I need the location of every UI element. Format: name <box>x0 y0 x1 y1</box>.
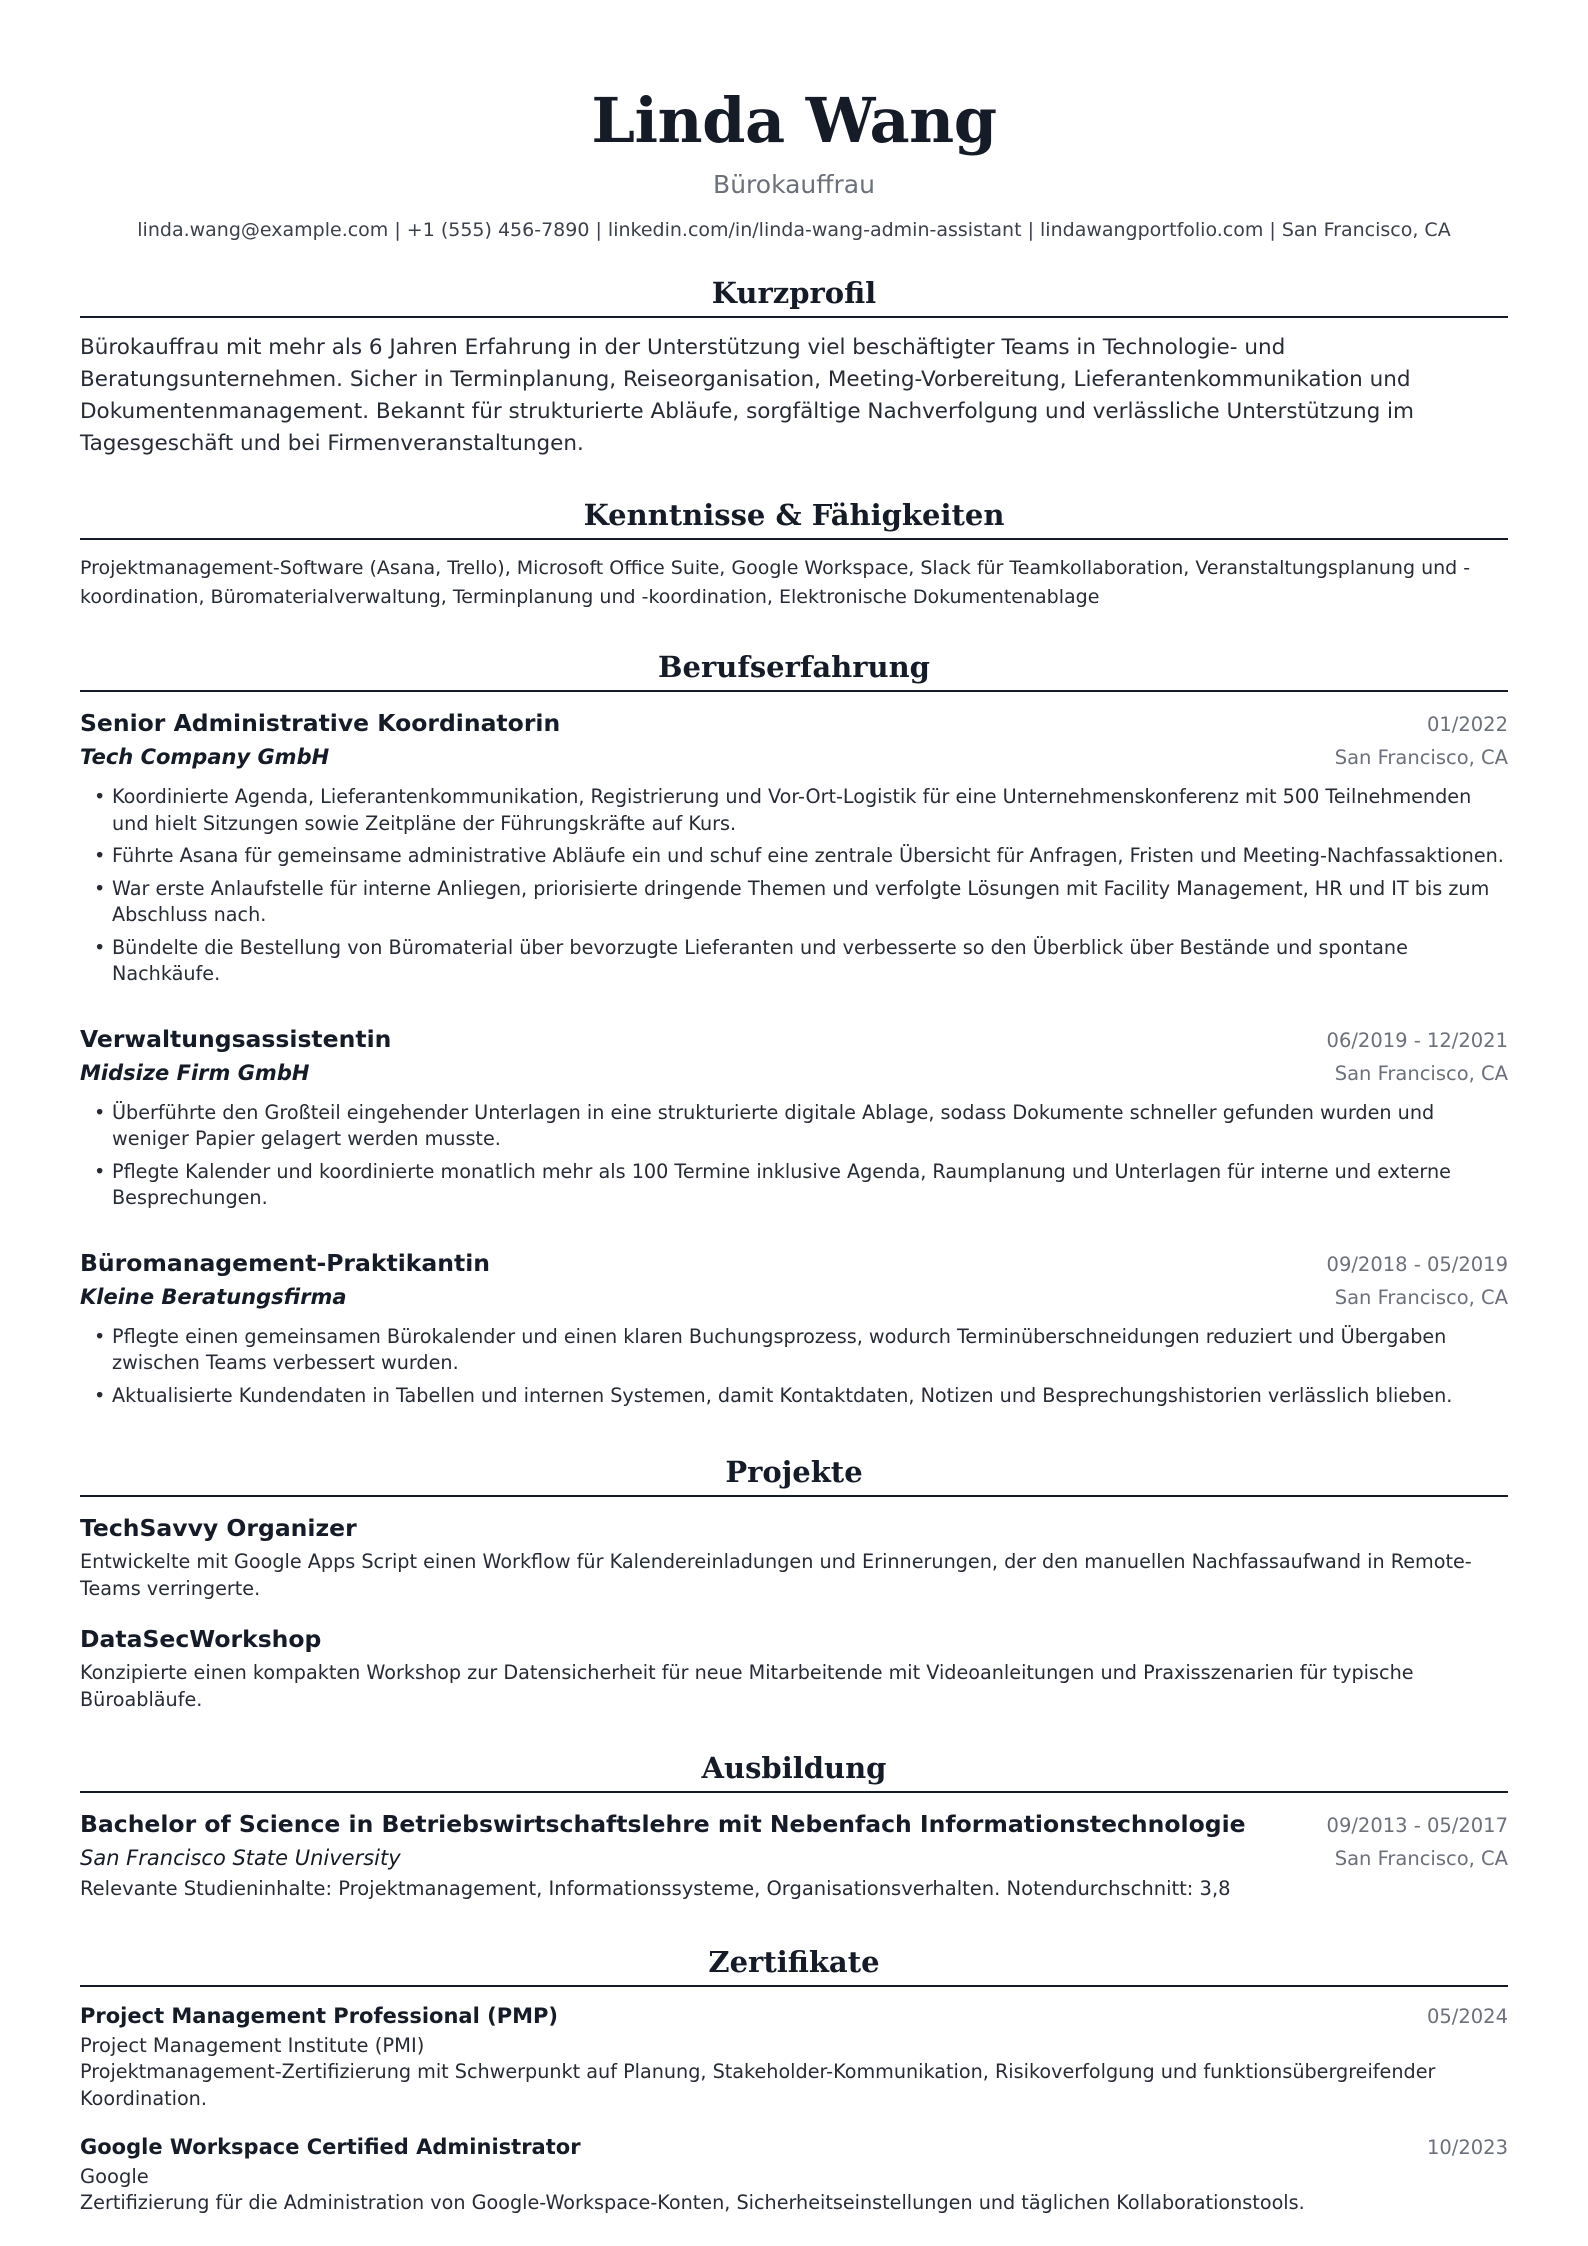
section-title-experience: Berufserfahrung <box>80 648 1508 692</box>
skills-text: Projektmanagement-Software (Asana, Trello), Microsoft Office Suite, Google Workspace, Slack für Teamkollaboration, Veranstaltungsplanung und -koordination, Büromaterialverwaltung, Terminplanung und -koordination, Elektronische Dokumentenablage <box>80 557 1471 608</box>
job-bullet: • War erste Anlaufstelle für interne Anliegen, priorisierte dringende Themen und verfolgte Lösungen mit Facility Management, HR und IT bis zum Abschluss nach. <box>112 876 1508 929</box>
summary-text: Bürokauffrau mit mehr als 6 Jahren Erfahrung in der Unterstützung viel beschäftigter Teams in Technologie- und Beratungsunternehmen. Sicher in Terminplanung, Reiseorganisation, Meeting-Vorbereitung, Lieferantenkommunikation und Dokumentenmanagement. Bekannt für strukturierte Abläufe, sorgfältige Nachverfolgung und verlässliche Unterstützung im Tagesgeschäft und bei Firmenveranstaltungen. <box>80 335 1414 456</box>
certification-issuer: Google <box>80 2165 149 2188</box>
certification-issuer: Project Management Institute (PMI) <box>80 2034 425 2057</box>
certification-date: 05/2024 <box>1426 2005 1508 2028</box>
project-entry <box>80 1622 1508 1713</box>
job-title: Verwaltungsassistentin <box>80 1024 392 1053</box>
education-degree: Bachelor of Science in Betriebswirtschaftslehre mit Nebenfach Informationstechnologie <box>80 1810 1246 1838</box>
project-entry <box>80 1511 1508 1602</box>
certification-name: Project Management Professional (PMP) <box>80 2004 558 2028</box>
candidate-role: Bürokauffrau <box>713 170 875 199</box>
project-name: TechSavvy Organizer <box>80 1514 357 1542</box>
job-bullets <box>80 1324 1508 1410</box>
job-location: San Francisco, CA <box>1334 1061 1508 1085</box>
education-details: Relevante Studieninhalte: Projektmanagement, Informationssysteme, Organisationsverhalten. Notendurchschnitt: 3,8 <box>80 1877 1231 1900</box>
education-location: San Francisco, CA <box>1334 1847 1508 1870</box>
certification-description: Zertifizierung für die Administration von Google-Workspace-Konten, Sicherheitseinstellungen und täglichen Kollaborationstools. <box>80 2191 1305 2214</box>
section-title-education: Ausbildung <box>80 1749 1508 1793</box>
section-title-certifications: Zertifikate <box>80 1943 1508 1987</box>
job-bullets <box>80 784 1508 988</box>
job-bullet: • Führte Asana für gemeinsame administrative Abläufe ein und schuf eine zentrale Übersicht für Anfragen, Fristen und Meeting-Nachfassaktionen. <box>112 843 1508 870</box>
job-bullet: • Bündelte die Bestellung von Büromaterial über bevorzugte Lieferanten und verbesserte so den Überblick über Bestände und spontane Nachkäufe. <box>112 935 1508 988</box>
certification-date: 10/2023 <box>1426 2136 1508 2159</box>
job-company: Midsize Firm GmbH <box>80 1060 310 1085</box>
job-date: 09/2018 - 05/2019 <box>1326 1252 1508 1276</box>
job-entry <box>80 706 1508 988</box>
project-description: Konzipierte einen kompakten Workshop zur Datensicherheit für neue Mitarbeitende mit Videoanleitungen und Praxisszenarien für typische Büroabläufe. <box>80 1661 1414 1711</box>
job-title: Senior Administrative Koordinatorin <box>80 709 561 737</box>
candidate-name: Linda Wang <box>591 84 997 157</box>
project-description: Entwickelte mit Google Apps Script einen Workflow für Kalendereinladungen und Erinnerungen, der den manuellen Nachfassaufwand in Remote-Teams verringerte. <box>80 1550 1472 1600</box>
job-date: 01/2022 <box>1426 713 1508 736</box>
job-entry <box>80 1246 1508 1410</box>
skills-section <box>80 496 1508 612</box>
job-location: San Francisco, CA <box>1334 746 1508 769</box>
job-company: Kleine Beratungsfirma <box>80 1284 347 1309</box>
certifications-section <box>80 1943 1508 2217</box>
job-company: Tech Company GmbH <box>80 745 330 769</box>
summary-section <box>80 274 1508 460</box>
education-section <box>80 1749 1508 1903</box>
section-title-skills: Kenntnisse & Fähigkeiten <box>80 496 1508 540</box>
job-entry <box>80 1022 1508 1212</box>
job-title: Büromanagement-Praktikantin <box>80 1248 491 1277</box>
job-location: San Francisco, CA <box>1334 1285 1508 1309</box>
education-school: San Francisco State University <box>80 1846 401 1870</box>
job-bullet: • Koordinierte Agenda, Lieferantenkommunikation, Registrierung und Vor-Ort-Logistik für eine Unternehmenskonferenz mit 500 Teilnehmenden und hielt Sitzungen sowie Zeitpläne der Führungskräfte auf Kurs. <box>112 784 1508 837</box>
certification-description: Projektmanagement-Zertifizierung mit Schwerpunkt auf Planung, Stakeholder-Kommunikation, Risikoverfolgung und funktionsübergreifender Koordination. <box>80 2060 1436 2110</box>
projects-section <box>80 1453 1508 1713</box>
job-bullet: • Überführte den Großteil eingehender Unterlagen in eine strukturierte digitale Ablage, sodass Dokumente schneller gefunden wurden und weniger Papier gelagert werden musste. <box>112 1100 1508 1153</box>
job-bullet: • Aktualisierte Kundendaten in Tabellen und internen Systemen, damit Kontaktdaten, Notizen und Besprechungshistorien verlässlich blieben. <box>112 1383 1508 1410</box>
job-bullet: • Pflegte Kalender und koordinierte monatlich mehr als 100 Termine inklusive Agenda, Raumplanung und Unterlagen für interne und externe Besprechungen. <box>112 1159 1508 1212</box>
certification-name: Google Workspace Certified Administrator <box>80 2135 581 2159</box>
job-bullet: • Pflegte einen gemeinsamen Bürokalender und einen klaren Buchungsprozess, wodurch Terminüberschneidungen reduziert und Übergaben zwischen Teams verbessert wurden. <box>112 1324 1508 1377</box>
project-name: DataSecWorkshop <box>80 1625 322 1653</box>
education-date: 09/2013 - 05/2017 <box>1326 1814 1508 1837</box>
job-date: 06/2019 - 12/2021 <box>1326 1028 1508 1052</box>
experience-section <box>80 648 1508 1409</box>
section-title-projects: Projekte <box>80 1453 1508 1497</box>
certification-entry <box>80 2132 1508 2217</box>
certification-entry <box>80 2001 1508 2112</box>
contact-line: linda.wang@example.com | +1 (555) 456-7890 | linkedin.com/in/linda-wang-admin-assistant | lindawangportfolio.com | San Francisco, CA <box>137 219 1451 241</box>
section-title-summary: Kurzprofil <box>80 274 1508 318</box>
job-bullets <box>80 1100 1508 1212</box>
